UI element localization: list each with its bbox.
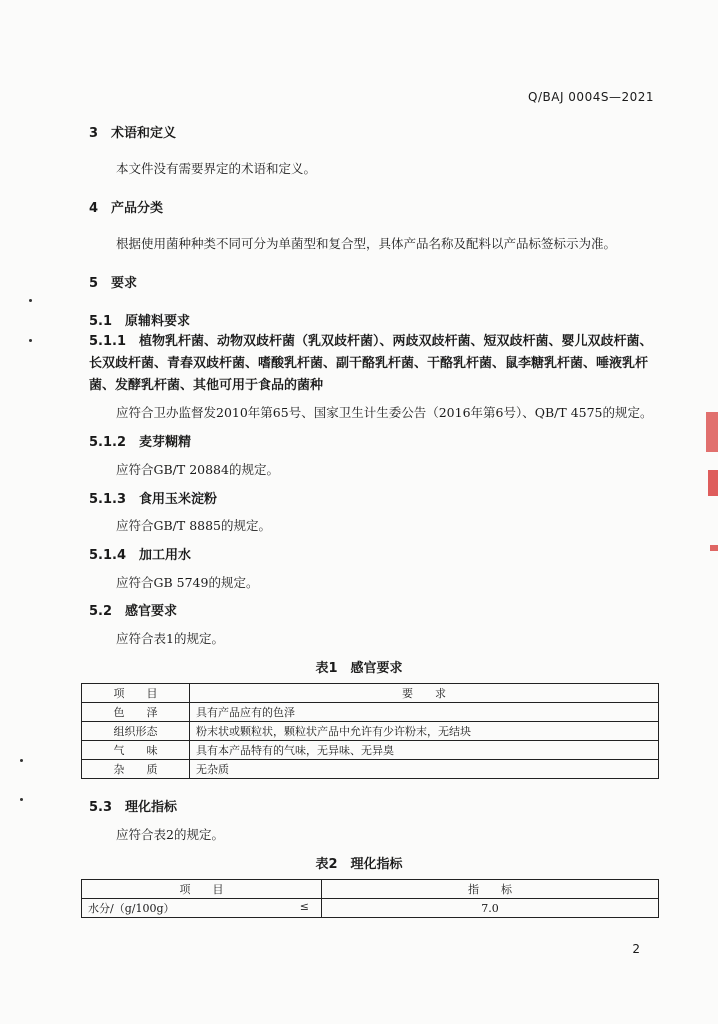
section-5-1-1-text: 应符合卫办监督发2010年第65号、国家卫生计生委公告（2016年第6号）、QB/T 4575的规定。 xyxy=(116,405,653,420)
scan-speck xyxy=(29,339,32,342)
section-5-1-4-title: 5.1.4 加工用水 xyxy=(89,548,192,563)
table-2 xyxy=(81,879,659,918)
table-cell: 杂 质 xyxy=(82,760,190,779)
table-header-row xyxy=(82,880,659,899)
section-5-title: 5 要求 xyxy=(89,276,138,291)
section-5-1-3-text: 应符合GB/T 8885的规定。 xyxy=(116,518,272,533)
table-row xyxy=(82,703,659,722)
section-5-3-text: 应符合表2的规定。 xyxy=(116,827,224,842)
scan-speck xyxy=(29,299,32,302)
comparison-operator: ≤ xyxy=(299,900,309,913)
page-number: 2 xyxy=(632,942,640,956)
table-cell: 7.0 xyxy=(322,899,659,918)
table-cell: 具有本产品特有的气味，无异味、无异臭 xyxy=(190,741,659,760)
table-row xyxy=(82,741,659,760)
section-3-title: 3 术语和定义 xyxy=(89,126,177,141)
table-row xyxy=(82,722,659,741)
scan-speck xyxy=(20,798,23,801)
table-row xyxy=(82,760,659,779)
section-5-1-2-title: 5.1.2 麦芽糊精 xyxy=(89,435,192,450)
table-cell: 无杂质 xyxy=(190,760,659,779)
item-label: 水分/（g/100g） xyxy=(88,902,175,915)
table-cell: 气 味 xyxy=(82,741,190,760)
section-5-1-1-title: 5.1.1 植物乳杆菌、动物双歧杆菌（乳双歧杆菌）、两歧双歧杆菌、短双歧杆菌、婴儿双歧杆菌、长双歧杆菌、青春双歧杆菌、嗜酸乳杆菌、副干酪乳杆菌、干酪乳杆菌、鼠李糖乳杆菌、唾液乳杆菌、发酵乳杆菌、其他可用于食品的菌种 xyxy=(89,334,653,393)
table-cell: 组织形态 xyxy=(82,722,190,741)
table-cell: 具有产品应有的色泽 xyxy=(190,703,659,722)
section-4-title: 4 产品分类 xyxy=(89,201,164,216)
table-cell xyxy=(82,899,322,918)
section-4-text: 根据使用菌种种类不同可分为单菌型和复合型，具体产品名称及配料以产品标签标示为准。 xyxy=(116,236,617,251)
table-1-caption: 表1 感官要求 xyxy=(315,661,403,676)
seal-fragment xyxy=(710,545,718,551)
section-5-1-2-text: 应符合GB/T 20884的规定。 xyxy=(116,462,279,477)
table-header-cell: 项 目 xyxy=(82,684,190,703)
section-5-1-3-title: 5.1.3 食用玉米淀粉 xyxy=(89,492,218,507)
table-cell: 粉末状或颗粒状，颗粒状产品中允许有少许粉末，无结块 xyxy=(190,722,659,741)
seal-fragment xyxy=(706,412,718,452)
standard-code: Q/BAJ 0004S—2021 xyxy=(528,90,654,104)
section-5-2-text: 应符合表1的规定。 xyxy=(116,631,224,646)
table-row xyxy=(82,899,659,918)
section-5-2-title: 5.2 感官要求 xyxy=(89,604,178,619)
section-5-1-title: 5.1 原辅料要求 xyxy=(89,314,191,329)
section-3-text: 本文件没有需要界定的术语和定义。 xyxy=(116,161,317,176)
table-header-cell: 指 标 xyxy=(322,880,659,899)
section-5-3-title: 5.3 理化指标 xyxy=(89,800,178,815)
section-5-1-4-text: 应符合GB 5749的规定。 xyxy=(116,575,259,590)
table-cell: 色 泽 xyxy=(82,703,190,722)
table-1 xyxy=(81,683,659,779)
table-header-row xyxy=(82,684,659,703)
seal-fragment xyxy=(708,470,718,496)
table-2-caption: 表2 理化指标 xyxy=(315,857,403,872)
table-header-cell: 要 求 xyxy=(190,684,659,703)
scan-speck xyxy=(20,759,23,762)
table-header-cell: 项 目 xyxy=(82,880,322,899)
